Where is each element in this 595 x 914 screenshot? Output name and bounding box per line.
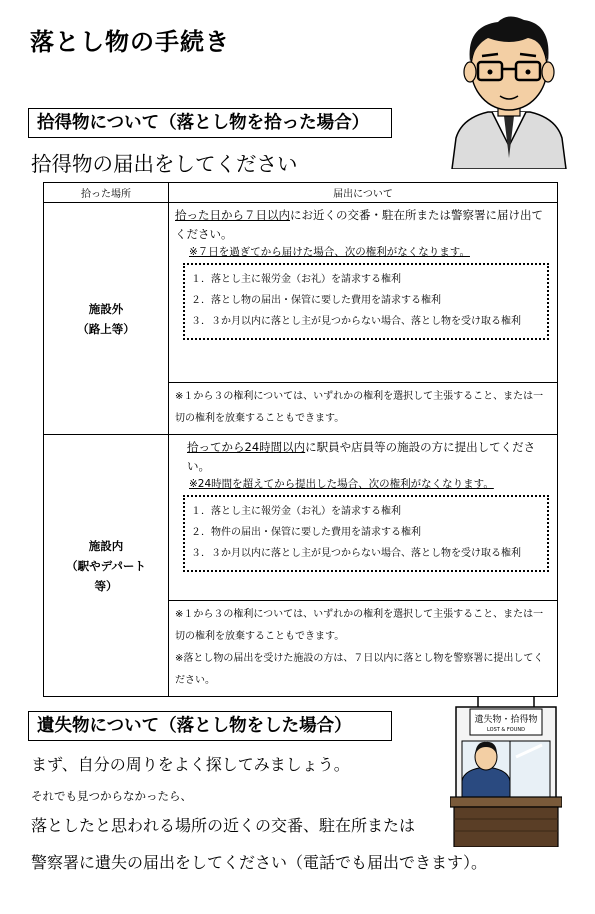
- page-title: 落とし物の手続き: [30, 28, 230, 56]
- found-section-subheading: 拾得物の届出をしてください: [31, 152, 298, 176]
- place-outside-line1: 施設外: [88, 301, 124, 316]
- list-item: １．落とし主に報労金（お礼）を請求する権利: [191, 274, 401, 285]
- column-header-place: 拾った場所: [44, 183, 169, 203]
- column-header-procedure: 届出について: [169, 183, 558, 203]
- outside-notes: [169, 383, 558, 435]
- note: ※１から３の権利については、いずれかの権利を選択して主張すること、または一切の権利を放棄することもできます。: [175, 391, 544, 424]
- police-officer-illustration: [448, 6, 570, 169]
- inside-notes: [169, 601, 558, 697]
- inside-warning: [189, 476, 551, 492]
- place-inside: [44, 435, 169, 697]
- lost-section-heading: 遺失物について（落とし物をした場合）: [28, 711, 392, 741]
- inside-lead-rest: に駅員や店員等の施設の方に提出してください。: [187, 440, 536, 473]
- outside-rights-box: [183, 263, 549, 340]
- outside-warning: [189, 244, 551, 260]
- inside-deadline: 拾ってから24時間以内: [187, 440, 306, 454]
- found-section-heading: 拾得物について（落とし物を拾った場合）: [28, 108, 392, 138]
- note: ※落とし物の届出を受けた施設の方は、７日以内に落とし物を警察署に提出してください。: [175, 653, 544, 686]
- inside-lead: [175, 438, 551, 476]
- outside-procedure: [169, 203, 558, 383]
- lost-paragraph-2: それでも見つからなかったら、: [31, 789, 192, 803]
- place-inside-line1: 施設内: [88, 538, 124, 553]
- outside-lead-rest: にお近くの交番・駐在所または警察署に届け出てください。: [175, 208, 543, 241]
- outside-lead: [175, 206, 551, 244]
- list-item: １．落とし主に報労金（お礼）を請求する権利: [191, 506, 401, 517]
- list-item: ２．落とし物の届出・保管に要した費用を請求する権利: [191, 295, 441, 306]
- lost-paragraph-3: 落としたと思われる場所の近くの交番、駐在所または: [31, 816, 416, 835]
- place-outside-line2: （路上等）: [77, 321, 135, 336]
- list-item: ３．３か月以内に落とし主が見つからない場合、落とし物を受け取る権利: [191, 548, 521, 559]
- place-inside-line3: 等）: [94, 578, 118, 593]
- place-inside-line2: （駅やデパート: [66, 558, 146, 573]
- place-outside: [44, 203, 169, 435]
- inside-warning-text: ※24時間を超えてから提出した場合、次の権利がなくなります。: [189, 478, 494, 490]
- lost-paragraph-1: まず、自分の周りをよく探してみましょう。: [31, 755, 350, 774]
- list-item: ２．物件の届出・保管に要した費用を請求する権利: [191, 527, 421, 538]
- outside-deadline: 拾った日から７日以内: [175, 208, 290, 222]
- outside-warning-text: ※７日を過ぎてから届けた場合、次の権利がなくなります。: [189, 246, 470, 258]
- inside-procedure: [169, 435, 558, 601]
- found-procedure-table: [43, 182, 558, 697]
- inside-rights-box: [183, 495, 549, 572]
- list-item: ３．３か月以内に落とし主が見つからない場合、落とし物を受け取る権利: [191, 316, 521, 327]
- lost-and-found-counter-illustration: [450, 697, 562, 847]
- note: ※１から３の権利については、いずれかの権利を選択して主張すること、または一切の権利を放棄することもできます。: [175, 609, 544, 642]
- lost-paragraph-4: 警察署に遺失の届出をしてください（電話でも届出できます）。: [31, 853, 488, 872]
- counter-sign-subtext: LOST & FOUND: [487, 727, 525, 733]
- counter-sign-text: 遺失物・拾得物: [474, 715, 538, 725]
